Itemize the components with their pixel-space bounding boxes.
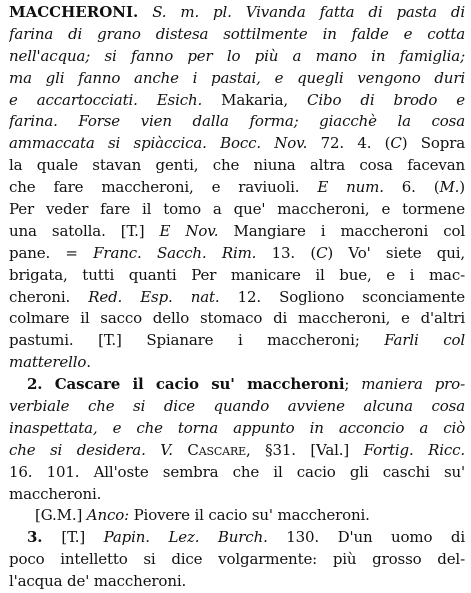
text-line [9,46,465,68]
text-segment: pane. = [9,243,94,262]
text-segment: 2. [27,375,55,394]
text-segment: 6. ( [383,178,440,197]
text-segment: 3. [27,528,62,547]
text-segment: E Nov. [159,221,219,240]
text-segment: ; [344,375,362,394]
text-segment: Cibo di brodo e [307,90,465,109]
text-segment: una satolla. [T.] [9,221,160,240]
headword: MACCHERONI. [9,3,139,21]
text-segment: verbiale che si dice quando avviene alcuna cosa [9,397,465,416]
text-line [9,527,465,549]
text-line [9,243,465,265]
text-segment: pastumi. [T.] Spianare i maccheroni; [9,331,385,350]
text-line [9,133,465,155]
text-segment: Papin. Lez. Burch. [103,528,268,547]
text-segment: C [390,134,402,153]
text-segment: Franc. Sacch. Rim. [93,243,257,262]
text-line [9,308,465,330]
text-segment: ) Sopra [401,134,465,153]
text-segment: maniera pro- [361,375,465,394]
text-segment: l'acqua de' maccheroni. [9,572,187,591]
text-segment: Per veder fare il tomo a que' maccheroni, e tormene [9,200,465,219]
text-segment: E num. [317,178,384,197]
text-line [9,462,465,484]
text-line [9,155,465,177]
text-line [9,374,465,396]
text-line [9,440,465,462]
text-segment: la quale stavan genti, che niuna altra cosa facevan [9,156,465,175]
text-line [9,90,465,112]
text-line [9,571,465,593]
text-segment: colmare il sacco dello stomaco di maccheroni, e d'altri [9,309,465,328]
text-segment: 12. Sogliono sconciamente [219,287,465,306]
text-segment: [G.M.] [35,506,87,525]
text-line [9,352,465,374]
text-segment: Farli col [384,331,465,350]
text-segment: che si desidera. V. [9,440,173,459]
text-line [9,2,465,24]
text-segment: inaspettata, e che torna appunto in acconcio a ciò [9,418,465,437]
text-segment: Makaria, [202,90,308,109]
text-segment: 13. ( [256,243,317,262]
text-segment: , §31. [Val.] [245,440,364,459]
text-segment: poco intelletto si dice volgarmente: più grosso del- [9,550,465,569]
text-segment: ) [459,178,465,197]
text-line [9,177,465,199]
text-line [9,287,465,309]
text-line [9,111,465,133]
text-segment: Fortig. Ricc. [363,440,465,459]
text-segment: [T.] [61,528,104,547]
text-segment: ammaccata si spiàccica. Bocc. Nov. [9,134,308,153]
text-segment: cheroni. [9,287,89,306]
text-segment: 16. 101. All'oste sembra che il cacio gli caschi su' [9,462,465,481]
text-segment: C [316,243,328,262]
text-segment: Mangiare i maccheroni col [218,221,465,240]
text-line [9,24,465,46]
text-segment: che fare maccheroni, e raviuoli. [9,178,318,197]
text-segment: Cascare il cacio su' maccheroni [54,375,345,394]
text-segment: Anco: [86,506,129,525]
text-line [9,418,465,440]
text-segment: ma gli fanno anche i pastai, e quegli vengono duri [9,68,465,87]
text-segment: Red. Esp. nat. [88,287,220,306]
text-segment: S. m. pl. Vivanda fatta di pasta di [138,3,465,21]
text-segment: 72. 4. ( [307,134,391,153]
dictionary-entry-maccheroni [9,2,465,593]
text-line [9,484,465,506]
text-line [9,330,465,352]
text-segment: farina di grano distesa sottilmente in falde e cotta [9,24,465,43]
text-segment: farina. Forse vien dalla forma; giacchè la cosa [9,112,465,131]
text-segment: ) Vo' siete qui, [327,243,465,262]
text-segment: nell'acqua; si fanno per lo più a mano in famiglia; [9,46,465,65]
text-segment: 130. D'un uomo di [267,528,465,547]
text-line [9,549,465,571]
text-segment: Cascare [172,440,246,459]
text-segment: e accartocciati. Esich. [9,90,203,109]
text-segment: M. [439,178,460,197]
text-line [9,199,465,221]
text-segment: brigata, tutti quanti Per manicare il bue, e i mac- [9,265,465,284]
text-segment: matterello [9,353,87,372]
text-segment: . [86,353,91,372]
text-line [9,265,465,287]
text-segment: maccheroni. [9,484,102,503]
text-line [9,68,465,90]
text-line [9,396,465,418]
text-segment: Piovere il cacio su' maccheroni. [129,506,370,525]
text-line [9,221,465,243]
text-line [9,505,465,527]
